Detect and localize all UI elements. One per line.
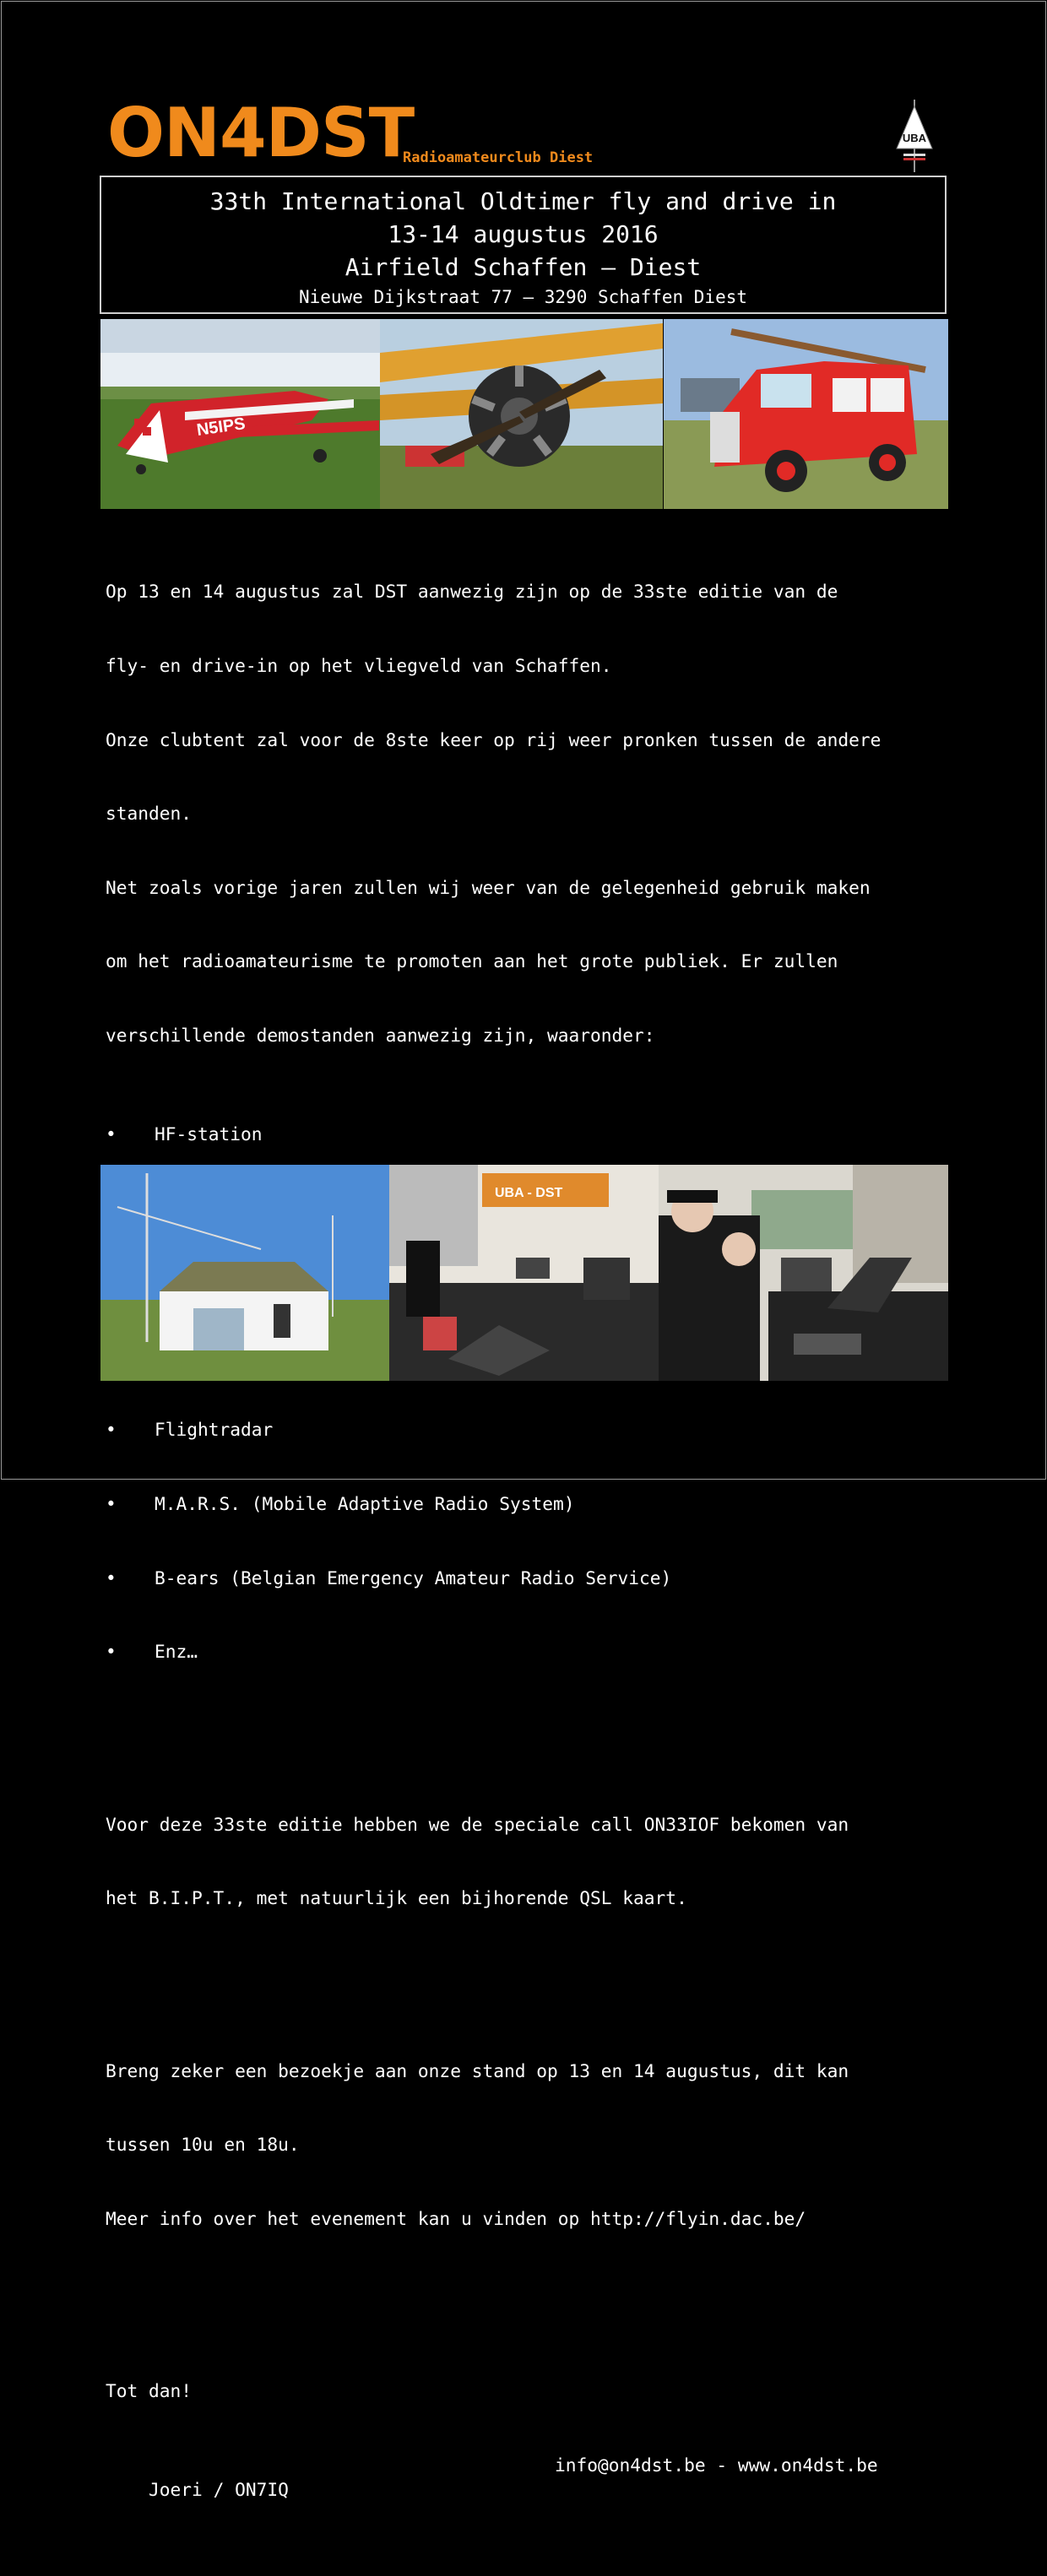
list-item xyxy=(106,1491,950,1516)
club-tent-antennas-photo xyxy=(100,1165,389,1381)
bullet-icon: • xyxy=(106,1567,117,1588)
spacer xyxy=(106,1738,950,1762)
red-stunt-biplane-photo xyxy=(100,319,380,509)
event-title: 33th International Oldtimer fly and drive in xyxy=(209,187,837,215)
list-item-text: M.A.R.S. (Mobile Adaptive Radio System) xyxy=(155,1492,575,1514)
uba-dst-tent-interior-photo xyxy=(389,1165,659,1381)
body-line: tussen 10u en 18u. xyxy=(106,2134,300,2156)
bullet-icon: • xyxy=(106,1641,117,1663)
list-item-text: HF-station xyxy=(155,1123,263,1145)
bullet-icon: • xyxy=(106,1123,117,1145)
body-line: Onze clubtent zal voor de 8ste keer op rij weer pronken tussen de andere xyxy=(106,728,882,750)
radial-engine-biplane-photo xyxy=(380,319,663,509)
bullet-icon: • xyxy=(106,1492,117,1514)
event-date: 13-14 augustus 2016 xyxy=(388,220,659,248)
signature: Joeri / ON7IQ xyxy=(149,2479,289,2500)
body-line: fly- en drive-in op het vliegveld van Schaffen. xyxy=(106,655,612,677)
body-line: Op 13 en 14 augustus zal DST aanwezig zijn op de 33ste editie van de xyxy=(106,581,838,603)
event-address: Nieuwe Dijkstraat 77 – 3290 Schaffen Diest xyxy=(298,287,747,307)
operators-at-radio-photo xyxy=(659,1165,948,1381)
list-item xyxy=(106,1122,950,1146)
event-location: Airfield Schaffen – Diest xyxy=(344,253,702,281)
list-item xyxy=(106,1639,950,1664)
uba-logo xyxy=(893,100,936,172)
spacer xyxy=(106,2305,950,2330)
body-line: om het radioamateurisme te promoten aan het grote publiek. Er zullen xyxy=(106,950,838,972)
body-line: verschillende demostanden aanwezig zijn, waaronder: xyxy=(106,1025,655,1047)
svg-text:N5IPS: N5IPS xyxy=(195,414,247,440)
body-line: het B.I.P.T., met natuurlijk een bijhorende QSL kaart. xyxy=(106,1887,687,1909)
contact-info: info@on4dst.be - www.on4dst.be xyxy=(555,2454,878,2476)
closing: Tot dan! xyxy=(106,2380,193,2402)
red-fire-truck-photo xyxy=(664,319,948,509)
svg-text:UBA - DST: UBA - DST xyxy=(495,1186,563,1200)
event-link-line: Meer info over het evenement kan u vinden op http://flyin.dac.be/ xyxy=(106,2207,806,2229)
body-line: standen. xyxy=(106,803,193,825)
bullet-icon: • xyxy=(106,1419,117,1441)
list-item xyxy=(106,1417,950,1442)
list-item-text: Flightradar xyxy=(155,1419,274,1441)
list-item-text: B-ears (Belgian Emergency Amateur Radio Service) xyxy=(155,1567,672,1588)
announcement-body xyxy=(106,530,950,2576)
event-header-box xyxy=(100,176,947,314)
body-line: Voor deze 33ste editie hebben we de speciale call ON33IOF bekomen van xyxy=(106,1813,849,1835)
list-item-text: Enz… xyxy=(155,1641,198,1663)
list-item xyxy=(106,1566,950,1590)
club-name: Radioamateurclub Diest xyxy=(403,149,594,166)
spacer xyxy=(106,1984,950,2009)
uba-logo-text: UBA xyxy=(902,132,927,144)
body-line: Breng zeker een bezoekje aan onze stand op 13 en 14 augustus, dit kan xyxy=(106,2059,849,2081)
body-line: Net zoals vorige jaren zullen wij weer van de gelegenheid gebruik maken xyxy=(106,876,871,898)
signature-row xyxy=(106,2453,950,2552)
club-logo: ON4DST xyxy=(107,94,415,172)
